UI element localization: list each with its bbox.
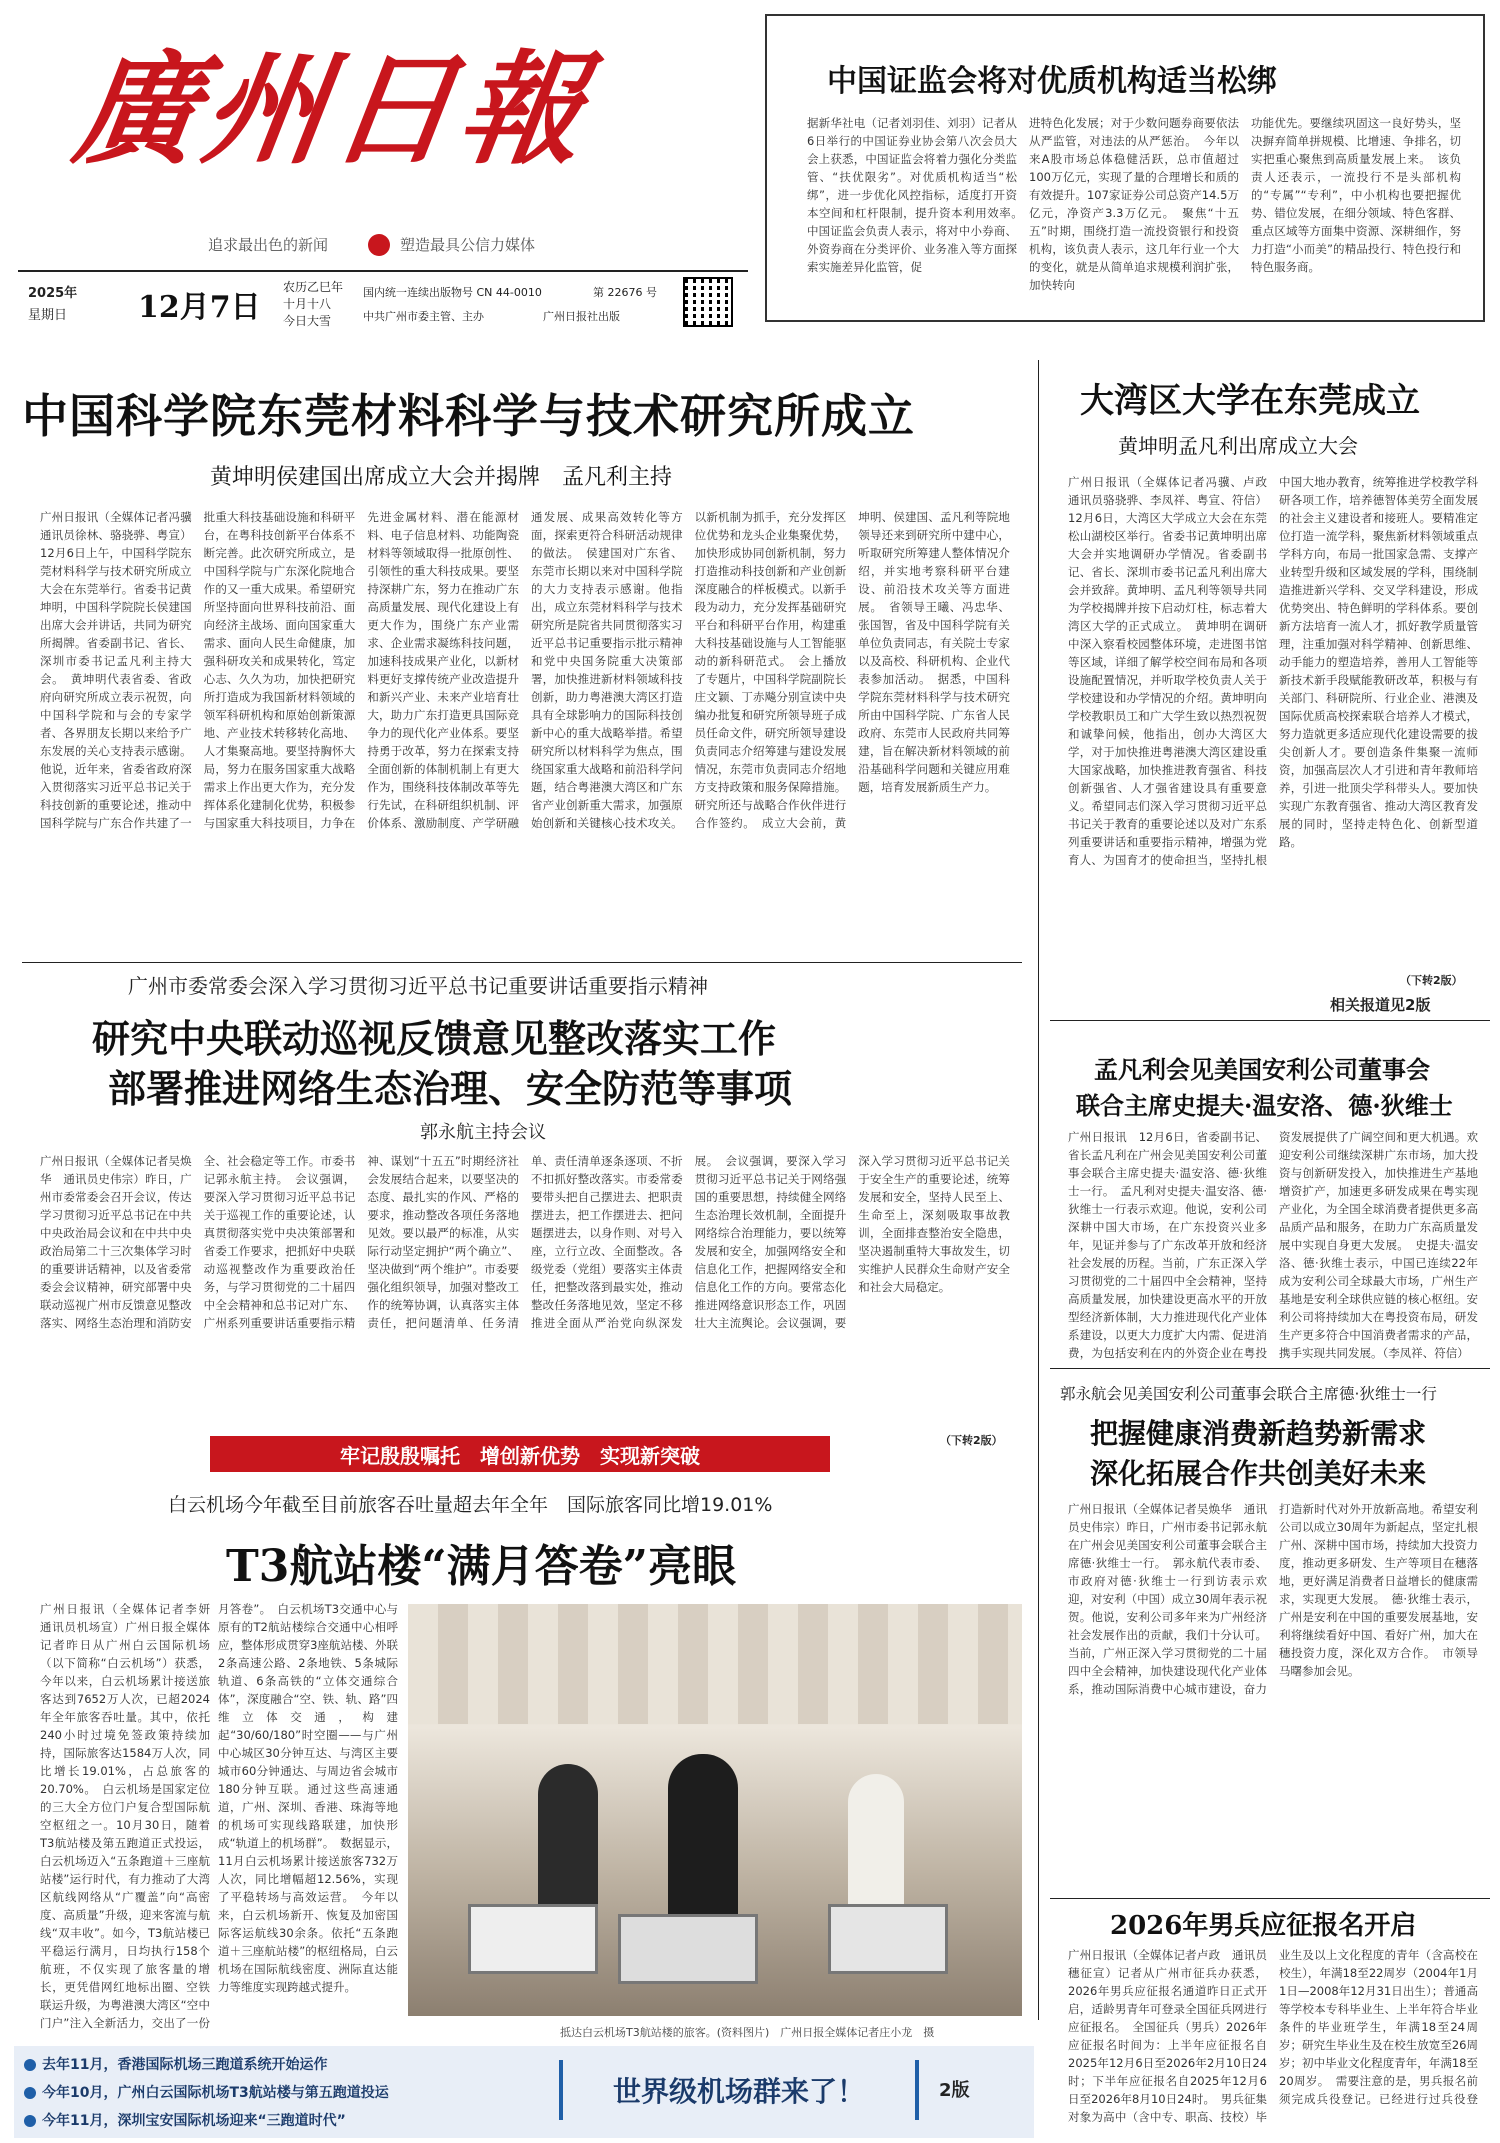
promo-page[interactable]: 2版: [939, 2080, 970, 2101]
top-story: [765, 14, 1485, 322]
top-story-col1: 据新华社电（记者刘羽佳、刘羽）记者从6日举行的中国证券业协会第八次会员大会上获悉，中国证监会将着力强化分类监管、“扶优限劣”。对优质机构适当“松绑”，进一步优化风控指标，适度打开资本空间和杠杆限制，提升资本利用效率。 中国证监会负责人表示，将对中小券商、外资券商在分类评价、业务准入等方面探索实施差异化监管，促: [807, 116, 1017, 274]
side1-headline[interactable]: 大湾区大学在东莞成立: [1080, 381, 1420, 421]
lunar-day: 十月十八: [283, 297, 332, 311]
campaign-banner: [210, 1436, 830, 1472]
side2-body: 广州日报讯 12月6日，省委副书记、省长孟凡利在广州会见美国安利公司董事会联合主席史提夫·温安洛、德·狄维士一行。 孟凡利对史提夫·温安洛、德·狄维士一行表示欢迎。他说，安利公司深耕中国大市场，在广东投资兴业多年，见证并参与了广东改革开放和经济社会发展的历程。当前，广东正深入学习贯彻党的二十届四中全会精神，坚持高质量发展，加快建设更高水平的开放型经济新体制，大力推进现代化产业体系建设，以更大力度扩大内需、促进消费，为包括安利在内的外资企业在粤投资发展提供了广阔空间和更大机遇。欢迎安利公司继续深耕广东市场，加大投资与创新研发投入，加快推进生产基地增资扩产，加速更多研发成果在粤实现产业化，为全国全球消费者提供更多高品质产品和服务，在助力广东高质量发展中实现自身更大发展。 史提夫·温安洛、德·狄维士表示，中国已连续22年成为安利公司全球最大市场，广州生产基地是安利全球供应链的核心枢纽。安利公司将持续加大在粤投资布局，研发生产更多符合中国消费者需求的产品，携手实现共同发展。（李凤祥、符信）: [1068, 1130, 1478, 1360]
masthead-title: 廣州日報: [66, 37, 599, 181]
side1-subhead: 黄坤明孟凡利出席成立大会: [1118, 434, 1358, 458]
side4-body: 广州日报讯（全媒体记者卢政 通讯员穗征宣）记者从广州市征兵办获悉，2026年男兵应征报名通道昨日正式开启，适龄男青年可登录全国征兵网进行应征报名。 全国征兵（男兵）2026年应征报名时间为：上半年应征报名自2025年12月6日至2026年2月10日24时；下半年应征报名自2025年12月6日至2026年8月10日24时。 男兵征集对象为高中（含中专、职高、技校）毕业生及以上文化程度的青年（含高校在校生），年满18至22周岁（2004年1月1日—2008年12月31日出生）；普通高等学校本专科毕业生、上半年符合毕业条件的毕业班学生，年满18至24周岁；研究生毕业生及在校生放宽至26周岁；初中毕业文化程度青年，年满18至20周岁。 需要注意的是，男兵报名前须完成兵役登记。已经进行过兵役登: [1068, 1948, 1478, 2124]
promo-box[interactable]: [559, 2060, 919, 2120]
qr-code-icon[interactable]: [683, 277, 733, 327]
side1-continued: （下转2版）: [1400, 974, 1463, 987]
side1-body: 广州日报讯（全媒体记者冯骥、卢政 通讯员骆骁骅、李凤祥、粤宣、符信）12月6日，大湾区大学成立大会在东莞松山湖校区举行。省委书记黄坤明出席大会并实地调研办学情况。省委副书记、省长、深圳市委书记孟凡利出席大会并致辞。黄坤明、孟凡利等领导共同为学校揭牌并按下启动灯柱，标志着大湾区大学的正式成立。 黄坤明在调研中深入察看校园整体环境，走进图书馆等区域，详细了解学校空间布局和各项设施配置情况，并听取学校负责人关于学校建设和办学情况的介绍。黄坤明向学校教职员工和广大学生致以热烈祝贺和诚挚问候，他指出，创办大湾区大学，对于加快推进粤港澳大湾区建设重大国家战略，加快推进教育强省、科技创新强省、人才强省建设具有重要意义。希望同志们深入学习贯彻习近平总书记关于教育的重要论述以及对广东系列重要讲话和重要指示精神，增强为党育人、为国育才的使命担当，坚持扎根中国大地办教育，统筹推进学校教学科研各项工作，培养德智体美劳全面发展的社会主义建设者和接班人。要精准定位打造一流学科，聚焦新材料领域重点学科方向，布局一批国家急需、支撑产业转型升级和区域发展的学科，围绕制造推进新兴学科、交叉学科建设，形成优势突出、特色鲜明的学科体系。要创新方法培育一流人才，抓好教学质量管理，注重加强对科学精神、创新思维、动手能力的塑造培养，善用人工智能等新技术新手段赋能教研改革，积极与有关部门、科研院所、行业企业、港澳及国际优质高校探索联合培养人才模式，努力造就更多适应现代化建设需要的拔尖创新人才。要创造条件集聚一流师资，加强高层次人才引进和青年教师培养，引进一批顶尖学科带头人。要加快实现广东教育强省、推动大湾区教育发展的同时，坚持走特色化、创新型道路。: [1068, 475, 1478, 867]
airport-kicker: 白云机场今年截至目前旅客吞吐量超去年全年 国际旅客同比增19.01%: [168, 1494, 773, 1516]
lead-headline[interactable]: 中国科学院东莞材料科学与技术研究所成立: [22, 389, 915, 443]
meeting-kicker: 广州市委常委会深入学习贯彻习近平总书记重要讲话重要指示精神: [128, 974, 708, 998]
lead-body: 广州日报讯（全媒体记者冯骥 通讯员徐林、骆骁骅、粤宣）12月6日上午，中国科学院东莞材料科学与技术研究所成立大会在东莞举行。省委书记黄坤明，中国科学院院长侯建国出席大会并讲话，共同为研究所揭牌。省委副书记、省长、深圳市委书记孟凡利主持大会。 黄坤明代表省委、省政府向研究所成立表示祝贺，向中国科学院和与会的专家学者、各界朋友长期以来给予广东发展的关心支持表示感谢。他说，近年来，省委省政府深入贯彻落实习近平总书记关于科技创新的重要论述，推动中国科学院与广东合作共建了一批重大科技基础设施和科研平台，在粤科技创新平台体系不断完善。此次研究所成立，是中国科学院与广东深化院地合作的又一重大成果。希望研究所坚持面向世界科技前沿、面向经济主战场、面向国家重大需求、面向人民生命健康，加强科研攻关和成果转化，笃定心志、久久为功，加快把研究所打造成为我国新材料领域的领军科研机构和原始创新策源地、产业技术转移转化高地、人才集聚高地。要坚持胸怀大局，努力在服务国家重大战略需求上作出更大作为，充分发挥体系化建制化优势，积极参与国家重大科技项目，力争在先进金属材料、潜在能源材料、电子信息材料、功能陶瓷材料等领域取得一批原创性、引领性的重大科技成果。要坚持深耕广东，努力在推动广东高质量发展、现代化建设上有更大作为，围绕广东产业需求、企业需求凝练科技问题，加速科技成果产业化，以新材料更好支撑传统产业改造提升和新兴产业、未来产业培育壮大，助力广东打造更具国际竞争力的现代化产业体系。要坚持勇于改革，努力在探索支持全面创新的体制机制上有更大作为，围绕科技体制改革等先行先试，在科研组织机制、评价体系、激励制度、产学研融通发展、成果高效转化等方面，探索更符合科研活动规律的做法。 侯建国对广东省、东莞市长期以来对中国科学院的大力支持表示感谢。他指出，成立东莞材料科学与技术研究所是院省共同贯彻落实习近平总书记重要指示批示精神和党中央国务院重大决策部署，加快推进新材料领域科技创新，助力粤港澳大湾区打造具有全球影响力的国际科技创新中心的重大战略举措。希望研究所以材料科学为焦点，围绕国家重大战略和前沿科学问题，结合粤港澳大湾区和广东省产业创新重大需求，加强原始创新和关键核心技术攻关。以新机制为抓手，充分发挥区位优势和龙头企业集聚优势，加快形成协同创新机制，努力打造推动科技创新和产业创新深度融合的样板模式。以新手段为动力，充分发挥基础研究平台和科研平台作用，构建重大科技基础设施与人工智能驱动的新科研范式。 会上播放了专题片，中国科学院副院长庄文颖、丁赤飚分别宣读中央编办批复和研究所领导班子成员任命文件，研究所领导建设负责同志介绍筹建与建设发展情况，东莞市负责同志介绍地方支持政策和服务保障措施。研究所还与战略合作伙伴进行合作签约。 成立大会前，黄坤明、侯建国、孟凡利等院地领导还来到研究所中建中心，听取研究所筹建人整体情况介绍，并实地考察科研平台建设、前沿技术攻关等方面进展。 省领导王曦、冯忠华、张国智，省及中国科学院有关单位负责同志，有关院士专家以及高校、科研机构、企业代表参加活动。 据悉，中国科学院东莞材料科学与技术研究所由中国科学院、广东省人民政府、东莞市人民政府共同筹建，旨在解决新材料领域的前沿基础科学问题和关键应用难题，培育发展新质生产力。: [40, 510, 1010, 830]
meeting-body: 广州日报讯（全媒体记者吴焕华 通讯员史伟宗）昨日，广州市委常委会召开会议，传达学习贯彻习近平总书记在中共中央政治局会议和在中共中央政治局第二十三次集体学习时的重要讲话精神，以及省委常委会会议精神，研究部署中央联动巡视广州市反馈意见整改落实、网络生态治理和消防安全、社会稳定等工作。市委书记郭永航主持。 会议强调，要深入学习贯彻习近平总书记关于巡视工作的重要论述，认真贯彻落实党中央决策部署和省委工作要求，把抓好中央联动巡视整改作为重要政治任务，与学习贯彻党的二十届四中全会精神和总书记对广东、广州系列重要讲话重要指示精神、谋划“十五五”时期经济社会发展结合起来，以要坚决的态度、最扎实的作风、严格的要求，推动整改各项任务落地见效。要以最严的标准，从实际行动坚定拥护“两个确立”、坚决做到“两个维护”。市委要强化组织领导，加强对整改工作的统筹协调，认真落实主体责任，把问题清单、任务清单、责任清单逐条逐项、不折不扣抓好整改落实。市委常委要带头把自己摆进去、把职责摆进去，把工作摆进去、把问题摆进去，以身作则、对号入座，立行立改、全面整改。各级党委（党组）要落实主体责任，把整改落到最实处，推动整改任务落地见效，坚定不移推进全面从严治党向纵深发展。 会议强调，要深入学习贯彻习近平总书记关于网络强国的重要思想，持续健全网络生态治理长效机制，全面提升网络综合治理能力，要以统筹发展和安全，加强网络安全和信息化工作，把握网络安全和信息化工作的方向。要常态化推进网络意识形态工作，巩固壮大主流舆论。会议强调，要深入学习贯彻习近平总书记关于安全生产的重要论述，统筹发展和安全，坚持人民至上、生命至上，深刻吸取事故教训，全面排查整治安全隐患，坚决遏制重特大事故发生，切实维护人民群众生命财产安全和社会大局稳定。: [40, 1154, 1010, 1330]
top-story-headline[interactable]: 中国证监会将对优质机构适当松绑: [827, 64, 1277, 99]
meeting-headline-1[interactable]: 研究中央联动巡视反馈意见整改落实工作: [92, 1016, 777, 1061]
lead-subhead: 黄坤明侯建国出席成立大会并揭牌 孟凡利主持: [210, 465, 673, 490]
postal-number: 第 22676 号: [593, 286, 657, 299]
logo-mark-icon: [368, 234, 390, 256]
side1-related[interactable]: 相关报道见2版: [1330, 996, 1431, 1014]
meeting-headline-2[interactable]: 部署推进网络生态治理、安全防范等事项: [108, 1066, 793, 1111]
promo-title: 世界级机场群来了！: [612, 2075, 865, 2108]
top-story-col3: 功能优先。要继续巩固这一良好势头，坚决摒弃简单拼规模、比增速、争排名，切实把重心聚焦到高质量发展上来。 该负责人还表示，一流投行不是头部机构的“专属”“专利”，中小机构也要把握优势、错位发展，在细分领域、特色客群、重点区域等方面集中资源、深耕细作，努力打造“小而美”的精品投行、特色投行和特色服务商。: [1251, 116, 1461, 274]
meeting-continued: （下转2版）: [940, 1434, 1003, 1447]
luggage-cart-1: [468, 1904, 598, 1974]
photo-caption: 抵达白云机场T3航站楼的旅客。(资料图片) 广州日报全媒体记者庄小龙 摄: [560, 2026, 935, 2039]
slogan-left: 追求最出色的新闻: [208, 236, 329, 254]
airport-body-left: 广州日报讯（全媒体记者李妍 通讯员机场宣）广州日报全媒体记者昨日从广州白云国际机场（以下简称“白云机场”）获悉，今年以来，白云机场累计接送旅客达到7652万人次，已超2024年全年旅客吞吐量。其中，依托240小时过境免签政策持续加持，国际旅客达1584万人次，同比增长19.01%，占总旅客的20.70%。 白云机场是国家定位的三大全方位门户复合型国际航空枢纽之一。10月30日，随着T3航站楼及第五跑道正式投运，白云机场迈入“五条跑道＋三座航站楼”运行时代，有力推动了大湾区航线网络从“广覆盖”向“高密度、高质量”升级，迎来客流与航线“双丰收”。如今，T3航站楼已平稳运行满月，日均执行158个航班，不仅实现了旅客量的增长，更凭借网红地标出圈、空铁联运升级，为粤港澳大湾区“空中门户”注入全新活力，交出了一份: [40, 1602, 210, 2030]
bullet-icon: [24, 2115, 36, 2127]
luggage-cart-3: [828, 1904, 948, 1974]
bottom-item-1: 去年11月，香港国际机场三跑道系统开始运作: [24, 2054, 327, 2074]
bottom-item-2: 今年10月，广州白云国际机场T3航站楼与第五跑道投运: [24, 2082, 389, 2102]
bottom-strip: [14, 2046, 1034, 2138]
top-story-col2: 进特色化发展；对于少数问题券商要依法从严监管，对违法的从严惩治。 今年以来A股市场总体稳健活跃，总市值超过100万亿元，实现了量的合理增长和质的有效提升。107家证券公司总资产14.5万亿元，净资产3.3万亿元。 聚焦“十五五”时期，围绕打造一流投资银行和投资机构，该负责人表示，这几年行业一个大的变化，就是从简单追求规模利润扩张，加快转向: [1029, 116, 1239, 292]
slogan-right: 塑造最具公信力媒体: [400, 236, 536, 254]
edition-year: 2025年: [28, 286, 78, 301]
edition-date: 12月7日: [138, 290, 261, 325]
masthead: [18, 12, 748, 342]
lunar-year: 农历乙巳年: [283, 280, 344, 294]
airport-headline[interactable]: T3航站楼“满月答卷”亮眼: [226, 1541, 736, 1592]
publisher: 广州日报社出版: [543, 310, 620, 323]
bullet-icon: [24, 2087, 36, 2099]
photo-ceiling: [408, 1604, 1022, 1724]
side3-kicker: 郭永航会见美国安利公司董事会联合主席德·狄维士一行: [1060, 1385, 1437, 1403]
edition-weekday: 星期日: [28, 308, 68, 323]
solar-term: 今日大雪: [283, 314, 332, 328]
cn-number: 国内统一连续出版物号 CN 44-0010: [363, 286, 542, 299]
sponsor: 中共广州市委主管、主办: [363, 310, 484, 323]
bullet-icon: [24, 2059, 36, 2071]
campaign-banner-text: 牢记殷殷嘱托 增创新优势 实现新突破: [340, 1443, 700, 1468]
side3-body: 广州日报讯（全媒体记者吴焕华 通讯员史伟宗）昨日，广州市委书记郭永航在广州会见美国安利公司董事会联合主席德·狄维士一行。 郭永航代表市委、市政府对德·狄维士一行到访表示欢迎，对安利（中国）成立30周年表示祝贺。他说，安利公司多年来为广州经济社会发展作出的贡献，我们十分认可。当前，广州正深入学习贯彻党的二十届四中全会精神，加快建设现代化产业体系，推动国际消费中心城市建设，奋力打造新时代对外开放新高地。希望安利公司以成立30周年为新起点，坚定扎根广州、深耕中国市场，持续加大投资力度，推动更多研发、生产等项目在穗落地，更好满足消费者日益增长的健康需求，实现更大发展。 德·狄维士表示，广州是安利在中国的重要发展基地，安利将继续看好中国、看好广州，加大在穗投资力度，深化双方合作。 市领导马曙参加会见。: [1068, 1502, 1478, 1696]
side4-headline[interactable]: 2026年男兵应征报名开启: [1110, 1911, 1417, 1941]
luggage-cart-2: [618, 1914, 758, 1984]
meeting-presider: 郭永航主持会议: [420, 1122, 546, 1143]
airport-photo: [408, 1604, 1022, 2016]
side3-headline-2[interactable]: 深化拓展合作共创美好未来: [1090, 1457, 1427, 1490]
side3-headline-1[interactable]: 把握健康消费新趋势新需求: [1090, 1417, 1427, 1450]
airport-body-right: 月答卷”。 白云机场T3交通中心与原有的T2航站楼综合交通中心相呼应，整体形成贯穿3座航站楼、外联2条高速公路、2条地铁、5条城际轨道、6条高铁的“立体交通综合体”，深度融合“空、铁、轨、路”四维立体交通，构建起“30/60/180”时空圈——与广州中心城区30分钟互达、与湾区主要城市60分钟通达、与周边省会城市180分钟互联。通过这些高速通道，广州、深圳、香港、珠海等地的机场可实现线路联建，加快形成“轨道上的机场群”。 数据显示，11月白云机场累计接送旅客732万人次，同比增幅超12.56%，实现了平稳转场与高效运营。 今年以来，白云机场新开、恢复及加密国际客运航线30余条。依托“五条跑道＋三座航站楼”的枢纽格局，白云机场在国际航线密度、洲际直达能力等维度实现跨越式提升。: [218, 1602, 398, 1994]
side2-headline-2[interactable]: 联合主席史提夫·温安洛、德·狄维士: [1076, 1091, 1453, 1120]
bottom-item-3: 今年11月，深圳宝安国际机场迎来“三跑道时代”: [24, 2110, 346, 2130]
side2-headline-1[interactable]: 孟凡利会见美国安利公司董事会: [1094, 1055, 1430, 1084]
